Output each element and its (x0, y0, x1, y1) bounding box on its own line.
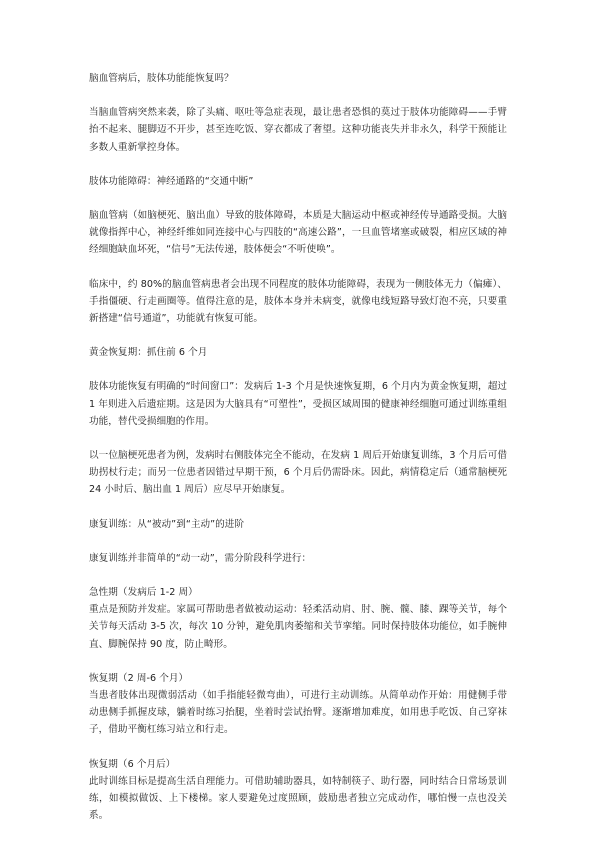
intro-paragraph: 当脑血管病突然来袭，除了头痛、呕吐等急症表现，最让患者恐惧的莫过于肢体功能障碍——手臂抬不起来、腿脚迈不开步，甚至连吃饭、穿衣都成了奢望。这种功能丧失并非永久，科学干预能让多数人重新掌控身体。 (89, 107, 507, 153)
stage-heading-acute: 急性期（发病后 1-2 周） (89, 587, 198, 599)
section-heading-impairment: 肢体功能障碍：神经通路的“交通中断” (89, 175, 254, 187)
stage-heading-recovery-late: 恢复期（6 个月后） (89, 758, 176, 770)
stage-heading-recovery-early: 恢复期（2 周-6 个月） (89, 672, 189, 684)
section-heading-rehab: 康复训练：从“被动”到“主动”的进阶 (89, 518, 245, 530)
rehab-intro-paragraph: 康复训练并非简单的“动一动”，需分阶段科学进行： (89, 552, 312, 564)
golden-period-paragraph-2: 以一位脑梗死患者为例，发病时右侧肢体完全不能动，在发病 1 周后开始康复训练，3 个月后可借助拐杖行走；而另一位患者因错过早期干预，6 个月后仍需卧床。因此，病情稳定后（通常脑梗死 24 小时后、脑出血 1 周后）应尽早开始康复。 (89, 450, 507, 496)
stage-text-recovery-late: 此时训练目标是提高生活自理能力。可借助辅助器具，如特制筷子、助行器，同时结合日常场景训练，如模拟做饭、上下楼梯。家人要避免过度照顾，鼓励患者独立完成动作，哪怕慢一点也没关系。 (89, 775, 507, 822)
stage-text-acute: 重点是预防并发症。家属可帮助患者做被动运动：轻柔活动肩、肘、腕、髋、膝、踝等关节，每个关节每天活动 3-5 次，每次 10 分钟，避免肌肉萎缩和关节挛缩。同时保持肢体功能位，如手腕伸直、脚腕保持 90 度，防止畸形。 (89, 604, 507, 650)
golden-period-paragraph-1: 肢体功能恢复有明确的“时间窗口”：发病后 1-3 个月是快速恢复期，6 个月内为黄金恢复期，超过 1 年则进入后遗症期。这是因为大脑具有“可塑性”，受损区域周围的健康神经细胞可通过训练重组功能，替代受损细胞的作用。 (89, 381, 507, 427)
impairment-paragraph-1: 脑血管病（如脑梗死、脑出血）导致的肢体障碍，本质是大脑运动中枢或神经传导通路受损。大脑就像指挥中心，神经纤维如同连接中心与四肢的“高速公路”，一旦血管堵塞或破裂，相应区域的神经细胞缺血坏死，“信号”无法传递，肢体便会“不听使唤”。 (89, 210, 507, 256)
section-heading-golden-period: 黄金恢复期：抓住前 6 个月 (89, 347, 208, 359)
page-title: 脑血管病后，肢体功能能恢复吗？ (89, 73, 234, 84)
impairment-paragraph-2: 临床中，约 80%的脑血管病患者会出现不同程度的肢体功能障碍，表现为一侧肢体无力（偏瘫）、手指僵硬、行走画圈等。值得注意的是，肢体本身并未病变，就像电线短路导致灯泡不亮，只要重新搭建“信号通道”，功能就有恢复可能。 (89, 278, 507, 325)
stage-text-recovery-early: 当患者肢体出现微弱活动（如手指能轻微弯曲），可进行主动训练。从简单动作开始：用健侧手带动患侧手抓握皮球，躺着时练习抬腿，坐着时尝试抬臂。逐渐增加难度，如用患手吃饭、自己穿袜子，借助平衡杠练习站立和行走。 (89, 690, 507, 736)
